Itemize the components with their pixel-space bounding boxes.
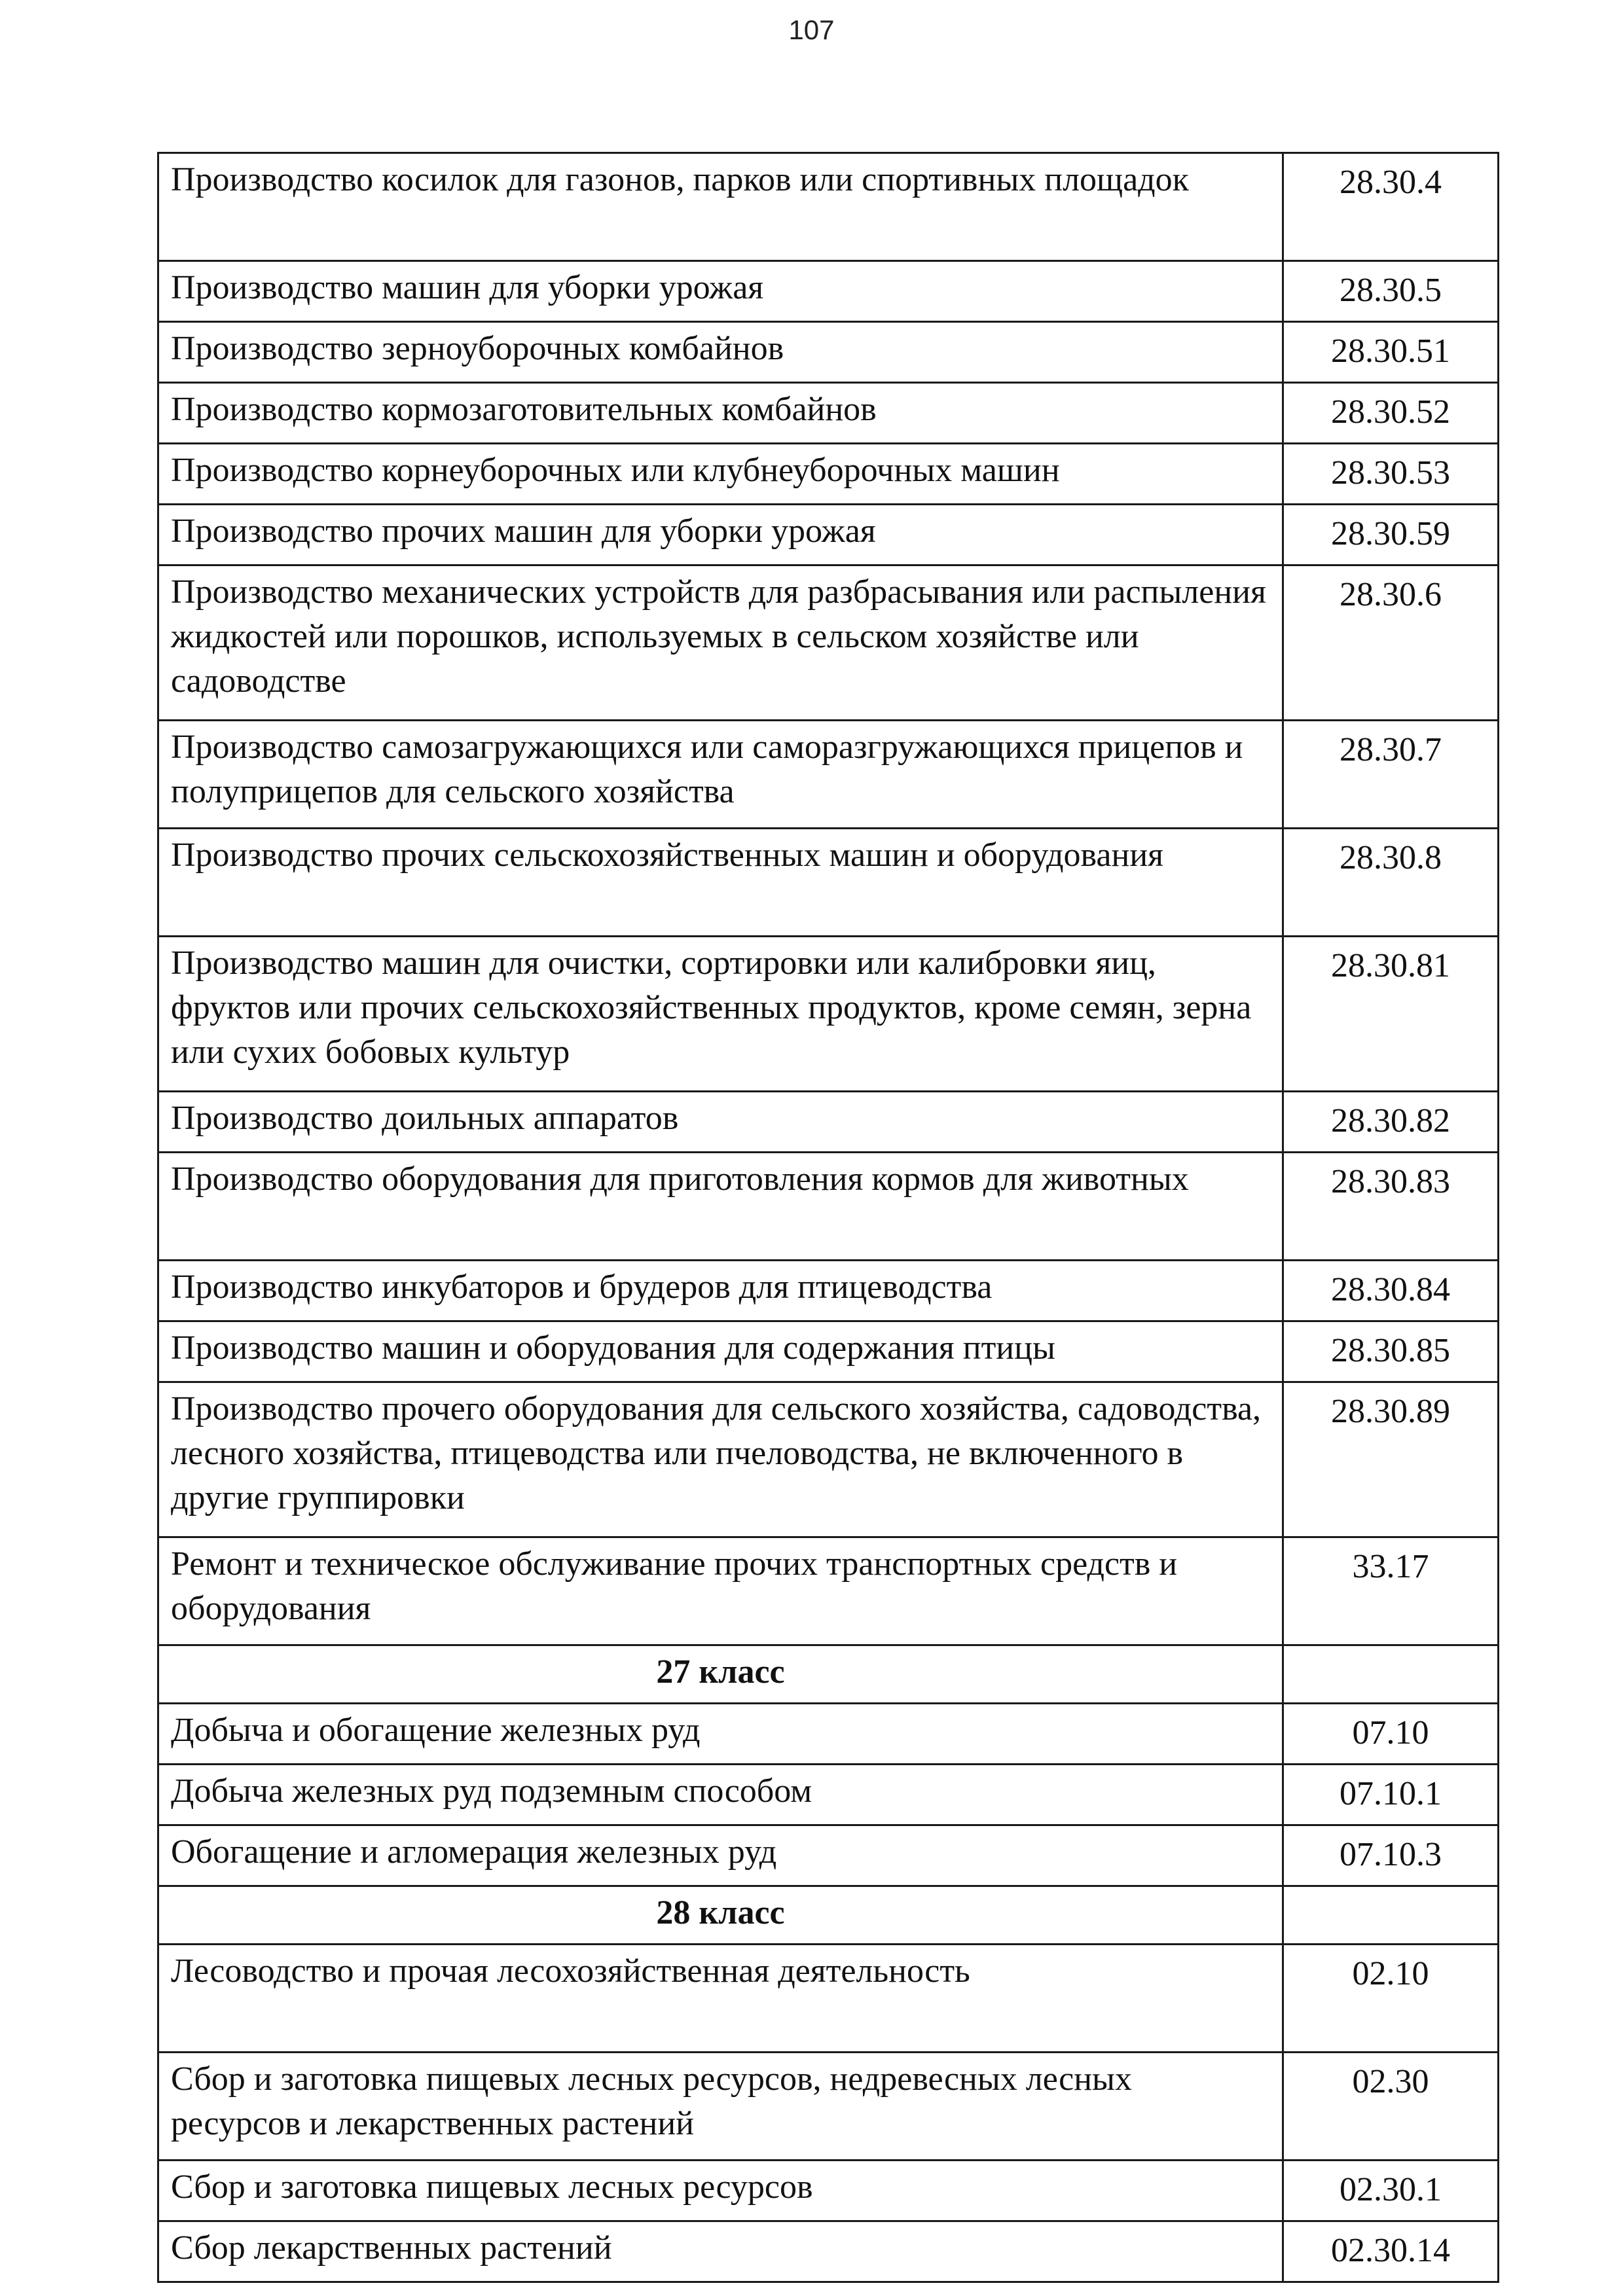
- table-row: [158, 1153, 1499, 1261]
- activity-description: Производство косилок для газонов, парков или спортивных площадок: [158, 153, 1283, 261]
- activity-code: 28.30.89: [1283, 1382, 1499, 1537]
- table-row: [158, 261, 1499, 322]
- section-header-row: [158, 1886, 1499, 1945]
- activity-description: Производство инкубаторов и брудеров для птицеводства: [158, 1261, 1283, 1321]
- section-title: 27 класс: [158, 1645, 1283, 1704]
- activity-code: 28.30.59: [1283, 505, 1499, 565]
- table-row: [158, 721, 1499, 829]
- table-row: [158, 1704, 1499, 1765]
- activity-code: 28.30.6: [1283, 565, 1499, 721]
- activity-description: Производство корнеуборочных или клубнеуборочных машин: [158, 444, 1283, 505]
- section-code-empty: [1283, 1645, 1499, 1704]
- activity-description: Производство прочих машин для уборки урожая: [158, 505, 1283, 565]
- table-row: [158, 1765, 1499, 1825]
- activity-code: 33.17: [1283, 1537, 1499, 1645]
- page-number: 107: [788, 14, 835, 45]
- activity-description: Сбор лекарственных растений: [158, 2221, 1283, 2282]
- table-row: [158, 1382, 1499, 1537]
- table-row: [158, 2053, 1499, 2161]
- table-row: [158, 1261, 1499, 1321]
- activity-description: Лесоводство и прочая лесохозяйственная деятельность: [158, 1945, 1283, 2053]
- activity-code: 07.10.3: [1283, 1825, 1499, 1886]
- activity-code: 28.30.4: [1283, 153, 1499, 261]
- activity-description: Производство прочих сельскохозяйственных машин и оборудования: [158, 829, 1283, 937]
- activity-description: Производство машин и оборудования для содержания птицы: [158, 1321, 1283, 1382]
- activity-description: Обогащение и агломерация железных руд: [158, 1825, 1283, 1886]
- table-row: [158, 1537, 1499, 1645]
- section-title: 28 класс: [158, 1886, 1283, 1945]
- table-row: [158, 937, 1499, 1092]
- activity-code: 02.10: [1283, 1945, 1499, 2053]
- activity-code: 28.30.51: [1283, 322, 1499, 383]
- activity-code: 28.30.81: [1283, 937, 1499, 1092]
- table-row: [158, 153, 1499, 261]
- table-row: [158, 829, 1499, 937]
- activity-description: Сбор и заготовка пищевых лесных ресурсов: [158, 2161, 1283, 2221]
- table-row: [158, 444, 1499, 505]
- table-row: [158, 1092, 1499, 1153]
- activity-code: 07.10.1: [1283, 1765, 1499, 1825]
- activity-description: Производство самозагружающихся или саморазгружающихся прицепов и полуприцепов для сельского хозяйства: [158, 721, 1283, 829]
- activity-description: Производство машин для уборки урожая: [158, 261, 1283, 322]
- activity-description: Производство доильных аппаратов: [158, 1092, 1283, 1153]
- table-row: [158, 1321, 1499, 1382]
- activity-description: Производство зерноуборочных комбайнов: [158, 322, 1283, 383]
- classification-table: [157, 152, 1499, 2283]
- activity-description: Производство оборудования для приготовления кормов для животных: [158, 1153, 1283, 1261]
- activity-description: Добыча железных руд подземным способом: [158, 1765, 1283, 1825]
- section-code-empty: [1283, 1886, 1499, 1945]
- table-row: [158, 383, 1499, 444]
- activity-code: 02.30.1: [1283, 2161, 1499, 2221]
- activity-description: Производство кормозаготовительных комбайнов: [158, 383, 1283, 444]
- activity-description: Производство прочего оборудования для сельского хозяйства, садоводства, лесного хозяйства, птицеводства или пчеловодства, не включенного в другие группировки: [158, 1382, 1283, 1537]
- activity-code: 07.10: [1283, 1704, 1499, 1765]
- activity-description: Сбор и заготовка пищевых лесных ресурсов, недревесных лесных ресурсов и лекарственных растений: [158, 2053, 1283, 2161]
- activity-code: 28.30.8: [1283, 829, 1499, 937]
- table-row: [158, 1945, 1499, 2053]
- activity-code: 28.30.84: [1283, 1261, 1499, 1321]
- activity-code: 02.30: [1283, 2053, 1499, 2161]
- activity-code: 28.30.85: [1283, 1321, 1499, 1382]
- activity-description: Добыча и обогащение железных руд: [158, 1704, 1283, 1765]
- activity-code: 28.30.53: [1283, 444, 1499, 505]
- activity-code: 28.30.83: [1283, 1153, 1499, 1261]
- activity-description: Производство машин для очистки, сортировки или калибровки яиц, фруктов или прочих сельскохозяйственных продуктов, кроме семян, зерна или сухих бобовых культур: [158, 937, 1283, 1092]
- table-row: [158, 505, 1499, 565]
- activity-code: 28.30.5: [1283, 261, 1499, 322]
- table-row: [158, 322, 1499, 383]
- activity-code: 28.30.52: [1283, 383, 1499, 444]
- activity-code: 02.30.14: [1283, 2221, 1499, 2282]
- table-row: [158, 2161, 1499, 2221]
- table-row: [158, 1825, 1499, 1886]
- table-row: [158, 565, 1499, 721]
- activity-description: Ремонт и техническое обслуживание прочих транспортных средств и оборудования: [158, 1537, 1283, 1645]
- table-row: [158, 2221, 1499, 2282]
- activity-code: 28.30.82: [1283, 1092, 1499, 1153]
- section-header-row: [158, 1645, 1499, 1704]
- activity-description: Производство механических устройств для разбрасывания или распыления жидкостей или порошков, используемых в сельском хозяйстве или садоводстве: [158, 565, 1283, 721]
- activity-code: 28.30.7: [1283, 721, 1499, 829]
